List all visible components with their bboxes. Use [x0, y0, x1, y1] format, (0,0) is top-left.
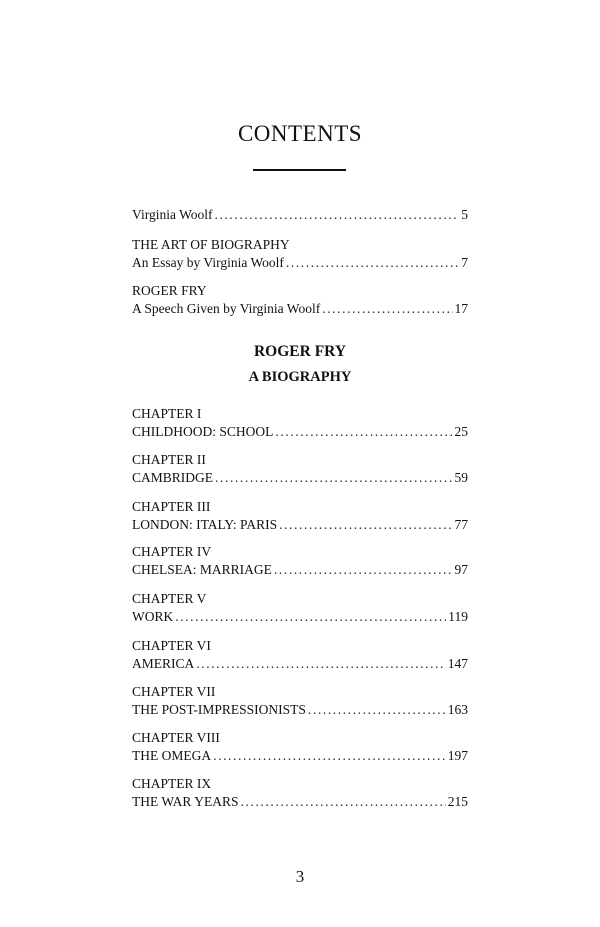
- dot-leader: [322, 300, 452, 318]
- chapter-heading: CHAPTER VI: [132, 638, 211, 653]
- chapter-page: 147: [447, 656, 468, 671]
- dot-leader: [286, 254, 459, 272]
- chapter-heading: CHAPTER VII: [132, 684, 216, 699]
- chapter-title: CAMBRIDGE: [132, 470, 214, 485]
- toc-entry-page: 7: [461, 255, 468, 270]
- dot-leader: [196, 655, 445, 673]
- toc-entry-page: 5: [461, 207, 468, 222]
- toc-entry-label: Virginia Woolf: [132, 207, 213, 222]
- toc-entry-line: [132, 793, 468, 811]
- chapter-page: 97: [454, 562, 468, 577]
- chapter-page: 77: [454, 517, 468, 532]
- toc-entry-label: A Speech Given by Virginia Woolf: [132, 301, 321, 316]
- toc-chapter-8[interactable]: [132, 729, 468, 765]
- toc-entry-line: [132, 469, 468, 487]
- toc-entry-line: [132, 747, 468, 765]
- toc-entry-page: 17: [454, 301, 468, 316]
- toc-entry-line: [132, 701, 468, 719]
- chapter-title: CHILDHOOD: SCHOOL: [132, 424, 274, 439]
- toc-chapter-5[interactable]: [132, 590, 468, 626]
- chapter-page: 25: [454, 424, 468, 439]
- dot-leader: [241, 793, 446, 811]
- toc-entry-line: [132, 300, 468, 318]
- dot-leader: [213, 747, 446, 765]
- chapter-heading: CHAPTER I: [132, 406, 202, 421]
- toc-chapter-6[interactable]: [132, 637, 468, 673]
- chapter-page: 197: [447, 748, 468, 763]
- toc-entry-line: [132, 561, 468, 579]
- chapter-heading: CHAPTER V: [132, 591, 207, 606]
- title-rule: [253, 169, 346, 171]
- chapter-heading: CHAPTER IV: [132, 544, 212, 559]
- toc-chapter-1[interactable]: [132, 405, 468, 441]
- dot-leader: [279, 516, 452, 534]
- toc-entry-line: [132, 254, 468, 272]
- page-title: CONTENTS: [237, 121, 363, 146]
- chapter-heading: CHAPTER IX: [132, 776, 212, 791]
- dot-leader: [274, 561, 453, 579]
- toc-entry-art-of-biography[interactable]: [132, 236, 468, 272]
- toc-chapter-2[interactable]: [132, 451, 468, 487]
- toc-entry-introduction[interactable]: [132, 206, 468, 224]
- toc-entry-line: [132, 516, 468, 534]
- chapter-heading: CHAPTER VIII: [132, 730, 220, 745]
- toc-entry-line: [132, 655, 468, 673]
- toc-entry-line: [132, 423, 468, 441]
- toc-chapter-4[interactable]: [132, 543, 468, 579]
- chapter-title: AMERICA: [132, 656, 195, 671]
- toc-entry-heading: ROGER FRY: [132, 283, 207, 298]
- toc-entry-line: [132, 608, 468, 626]
- chapter-title: LONDON: ITALY: PARIS: [132, 517, 278, 532]
- toc-chapter-9[interactable]: [132, 775, 468, 811]
- dot-leader: [214, 206, 459, 224]
- chapter-page: 215: [447, 794, 468, 809]
- dot-leader: [175, 608, 446, 626]
- toc-entry-heading: THE ART OF BIOGRAPHY: [132, 237, 290, 252]
- page-number: 3: [295, 867, 305, 886]
- dot-leader: [215, 469, 452, 487]
- chapter-title: THE OMEGA: [132, 748, 212, 763]
- toc-chapter-7[interactable]: [132, 683, 468, 719]
- toc-chapter-3[interactable]: [132, 498, 468, 534]
- toc-entry-line: [132, 206, 468, 224]
- chapter-title: THE WAR YEARS: [132, 794, 239, 809]
- chapter-title: CHELSEA: MARRIAGE: [132, 562, 272, 577]
- chapter-heading: CHAPTER III: [132, 499, 211, 514]
- toc-entry-label: An Essay by Virginia Woolf: [132, 255, 284, 270]
- chapter-heading: CHAPTER II: [132, 452, 206, 467]
- dot-leader: [308, 701, 446, 719]
- section-title: ROGER FRY: [253, 343, 347, 360]
- section-subtitle: A BIOGRAPHY: [248, 369, 352, 385]
- chapter-title: WORK: [132, 609, 174, 624]
- chapter-title: THE POST-IMPRESSIONISTS: [132, 702, 306, 717]
- dot-leader: [275, 423, 452, 441]
- chapter-page: 163: [447, 702, 468, 717]
- toc-entry-roger-fry-speech[interactable]: [132, 282, 468, 318]
- chapter-page: 59: [454, 470, 468, 485]
- chapter-page: 119: [448, 609, 468, 624]
